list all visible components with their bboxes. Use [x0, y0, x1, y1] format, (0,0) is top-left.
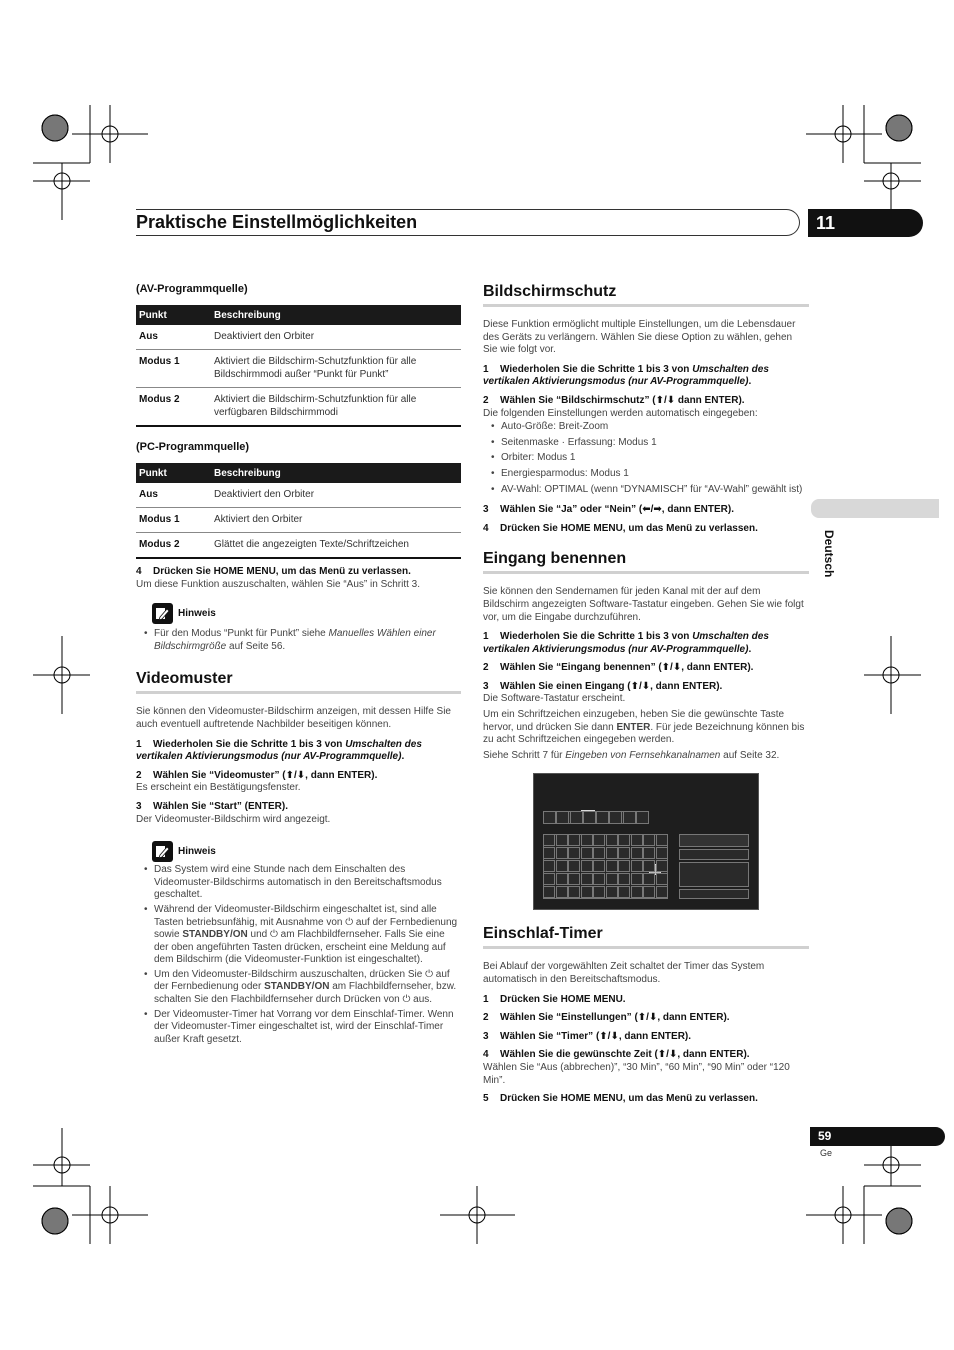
keyboard-slot — [623, 811, 636, 824]
right-column — [483, 283, 809, 1106]
keyboard-key — [543, 834, 555, 846]
step-1: 1 Wiederholen Sie die Schritte 1 bis 3 von Umschalten des vertikalen Aktivierungsmodus (nur AV-Programmquelle). — [136, 738, 422, 763]
pc-table — [136, 463, 461, 559]
software-keyboard-image — [533, 773, 759, 910]
section-intro: Diese Funktion ermöglicht multiple Einstellungen, um die Lebensdauer des Geräts zu verlängern. Wählen Sie diese Option zu wählen, gehen Sie wie folgt vor. — [483, 319, 796, 356]
keyboard-key — [618, 873, 630, 885]
keyboard-key — [543, 847, 555, 859]
table-row: Aus Deaktiviert den Orbiter — [136, 325, 461, 350]
keyboard-key — [631, 847, 643, 859]
step-3: 3 Wählen Sie “Start” (ENTER). — [136, 800, 289, 812]
keyboard-key — [593, 860, 605, 872]
keyboard-key — [656, 860, 668, 872]
keyboard-key — [643, 847, 655, 859]
step-4-note: Um diese Funktion auszuschalten, wählen Sie “Aus” in Schritt 3. — [136, 578, 421, 590]
paragraph: Siehe Schritt 7 für Eingeben von Fernsehkanalnamen auf Seite 32. — [483, 749, 780, 761]
keyboard-slot — [543, 811, 556, 824]
list-item: • Energiesparmodus: Modus 1 — [483, 468, 809, 481]
keyboard-key — [643, 873, 655, 885]
list-item: • Das System wird eine Stunde nach dem Einschalten des Videomuster-Bildschirms automatisch in den Bereitschaftsmodus geschaltet. — [136, 864, 461, 902]
paragraph: Um ein Schriftzeichen einzugeben, heben Sie die gewünschte Taste hervor, und drücken Sie dann ENTER. Für jede Bezeichnung können bis zu acht Schriftzeichen eingegeben werden. — [483, 709, 805, 746]
keyboard-key — [643, 834, 655, 846]
keyboard-key — [581, 847, 593, 859]
table-row: Modus 1 Aktiviert den Orbiter — [136, 508, 461, 533]
keyboard-key — [631, 886, 643, 898]
page-number: 59 — [810, 1127, 945, 1146]
keyboard-key — [631, 873, 643, 885]
keyboard-key — [656, 886, 668, 898]
keyboard-key — [643, 886, 655, 898]
keyboard-key — [581, 834, 593, 846]
list-item: • Seitenmaske · Erfassung: Modus 1 — [483, 437, 809, 450]
step-2: 2 Wählen Sie “Bildschirmschutz” (⬆/⬇ dann ENTER). — [483, 394, 745, 406]
step-1: 1 Wiederholen Sie die Schritte 1 bis 3 von Umschalten des vertikalen Aktivierungsmodus (nur AV-Programmquelle). — [483, 363, 769, 388]
step-2-note: Die folgenden Einstellungen werden automatisch eingegeben: — [483, 407, 758, 419]
keyboard-key — [593, 886, 605, 898]
list-item: • Während der Videomuster-Bildschirm eingeschaltet ist, sind alle Tasten betriebsunfähig, mit Ausnahme von ⏻ auf der Fernbedienung sowie STANDBY/ON und ⏻ am Flachbildfernseher. Falls Sie eine der oben angeführten Tasten drücken, erscheint eine Meldung auf dem Bildschirm (die Videomuster-Funktion ist eingeschaltet). — [136, 904, 461, 967]
keyboard-key — [581, 886, 593, 898]
list-item: • Um den Videomuster-Bildschirm auszuschalten, drücken Sie ⏻ auf der Fernbedienung oder STANDBY/ON am Flachbildfernseher, bzw. schalten Sie den Flachbildfernseher durch Drücken von ⏻ aus. — [136, 969, 461, 1007]
left-column — [136, 283, 461, 1046]
keyboard-key — [656, 834, 668, 846]
page-title: Praktische Einstellmöglichkeiten — [136, 212, 418, 232]
keyboard-key — [631, 860, 643, 872]
step-3-note: Der Videomuster-Bildschirm wird angezeigt. — [136, 813, 331, 825]
keyboard-key — [631, 834, 643, 846]
section-intro: Bei Ablauf der vorgewählten Zeit schaltet der Timer das System automatisch in den Bereitschaftsmodus. — [483, 961, 765, 986]
table-row: Aus Deaktiviert den Orbiter — [136, 483, 461, 508]
section-title-einschlaf-timer: Einschlaf-Timer — [483, 925, 809, 949]
keyboard-key — [568, 886, 580, 898]
keyboard-key — [568, 873, 580, 885]
pencil-note-icon — [152, 841, 173, 862]
pencil-note-icon — [152, 603, 173, 624]
keyboard-key — [618, 847, 630, 859]
list-item: • Der Videomuster-Timer hat Vorrang vor dem Einschlaf-Timer. Wenn der Videomuster-Timer eingeschaltet ist, wird der Einschlaf-Timer außer Kraft gesetzt. — [136, 1009, 461, 1047]
table-header: Beschreibung — [211, 305, 461, 325]
keyboard-key — [618, 886, 630, 898]
table-header: Beschreibung — [211, 463, 461, 483]
keyboard-key — [556, 873, 568, 885]
keyboard-key — [581, 873, 593, 885]
section-intro: Sie können den Sendernamen für jeden Kanal mit der auf dem Bildschirm angezeigten Software-Tastatur eingeben. Gehen Sie wie folgt vor, um die Eingabe durchzuführen. — [483, 586, 804, 623]
section-title-videomuster: Videomuster — [136, 670, 461, 694]
keyboard-key — [556, 860, 568, 872]
keyboard-key — [581, 860, 593, 872]
note-list — [136, 864, 461, 1046]
keyboard-key — [568, 834, 580, 846]
power-icon: ⏻ — [345, 916, 354, 928]
keyboard-key — [556, 886, 568, 898]
keyboard-key — [543, 860, 555, 872]
list-item: • Für den Modus “Punkt für Punkt” siehe Manuelles Wählen einer Bildschirmgröße auf Seite 56. — [136, 628, 461, 653]
list-item: • AV-Wahl: OPTIMAL (wenn “DYNAMISCH” für “AV-Wahl” gewählt ist) — [483, 484, 809, 497]
step-3: 3 Wählen Sie einen Eingang (⬆/⬇, dann ENTER). — [483, 680, 723, 692]
list-item: • Auto-Größe: Breit-Zoom — [483, 421, 809, 434]
side-language-label: Deutsch — [822, 530, 836, 578]
keyboard-key — [606, 847, 618, 859]
keyboard-key — [593, 834, 605, 846]
keyboard-key — [606, 886, 618, 898]
keyboard-key — [568, 847, 580, 859]
step-2: 2 Wählen Sie “Einstellungen” (⬆/⬇, dann ENTER). — [483, 1012, 730, 1024]
keyboard-key — [593, 873, 605, 885]
keyboard-key — [618, 834, 630, 846]
chapter-number: 11 — [808, 209, 923, 237]
keyboard-key — [656, 847, 668, 859]
table-row: Modus 2 Aktiviert die Bildschirm-Schutzfunktion für alle verfügbaren Bildschirmmodi — [136, 388, 461, 427]
step-4: 4 Wählen Sie die gewünschte Zeit (⬆/⬇, dann ENTER). — [483, 1049, 750, 1061]
keyboard-key — [556, 847, 568, 859]
power-icon: ⏻ — [402, 994, 411, 1006]
keyboard-key — [593, 847, 605, 859]
keyboard-key — [643, 860, 655, 872]
power-icon: ⏻ — [425, 968, 433, 980]
keyboard-key — [556, 834, 568, 846]
settings-list — [483, 421, 809, 496]
keyboard-key — [606, 873, 618, 885]
table-header: Punkt — [136, 305, 211, 325]
section-title-eingang-benennen: Eingang benennen — [483, 550, 809, 574]
keyboard-key — [568, 860, 580, 872]
keyboard-slot — [556, 811, 569, 824]
list-item: • Orbiter: Modus 1 — [483, 452, 809, 465]
step-4-note: Wählen Sie “Aus (abbrechen)”, “30 Min”, “60 Min”, “90 Min” oder “120 Min”. — [483, 1062, 790, 1086]
table-row: Modus 2 Glättet die angezeigten Texte/Schriftzeichen — [136, 533, 461, 559]
step-2: 2 Wählen Sie “Videomuster” (⬆/⬇, dann ENTER). — [136, 769, 378, 781]
step-4: 4 Drücken Sie HOME MENU, um das Menü zu verlassen. — [483, 522, 758, 534]
note-list — [136, 628, 461, 653]
side-tab — [811, 499, 939, 518]
av-source-title: (AV-Programmquelle) — [136, 283, 248, 295]
note-heading: Hinweis — [152, 603, 461, 624]
step-2-note: Es erscheint ein Bestätigungsfenster. — [136, 782, 301, 794]
section-intro: Sie können den Videomuster-Bildschirm anzeigen, mit dessen Hilfe Sie auch eventuell auftretende Nachbilder beseitigen können. — [136, 706, 451, 730]
step-1: 1 Wiederholen Sie die Schritte 1 bis 3 von Umschalten des vertikalen Aktivierungsmodus (nur AV-Programmquelle). — [483, 631, 769, 655]
note-heading: Hinweis — [152, 841, 461, 862]
section-title-bildschirmschutz: Bildschirmschutz — [483, 283, 809, 307]
keyboard-slot — [583, 811, 596, 824]
step-3: 3 Wählen Sie “Ja” oder “Nein” (⬅/➡, dann ENTER). — [483, 504, 735, 516]
page-lang-code: Ge — [820, 1148, 833, 1158]
step-3-note: Die Software-Tastatur erscheint. — [483, 693, 626, 705]
step-4: 4 Drücken Sie HOME MENU, um das Menü zu verlassen. — [136, 566, 411, 577]
keyboard-key — [606, 860, 618, 872]
step-5: 5 Drücken Sie HOME MENU, um das Menü zu verlassen. — [483, 1093, 758, 1105]
power-icon: ⏻ — [269, 929, 278, 941]
table-header: Punkt — [136, 463, 211, 483]
keyboard-slot — [636, 811, 649, 824]
step-2: 2 Wählen Sie “Eingang benennen” (⬆/⬇, dann ENTER). — [483, 662, 754, 674]
keyboard-key — [606, 834, 618, 846]
keyboard-key — [618, 860, 630, 872]
keyboard-slot — [596, 811, 609, 824]
av-table — [136, 305, 461, 427]
keyboard-key — [656, 873, 668, 885]
keyboard-slot — [570, 811, 583, 824]
step-3: 3 Wählen Sie “Timer” (⬆/⬇, dann ENTER). — [483, 1030, 692, 1042]
keyboard-key — [543, 873, 555, 885]
keyboard-key — [543, 886, 555, 898]
table-row: Modus 1 Aktiviert die Bildschirm-Schutzfunktion für alle Bildschirmmodi außer “Punkt für Punkt” — [136, 350, 461, 388]
keyboard-slot — [609, 811, 622, 824]
step-1: 1 Drücken Sie HOME MENU. — [483, 993, 626, 1005]
pc-source-title: (PC-Programmquelle) — [136, 441, 250, 453]
